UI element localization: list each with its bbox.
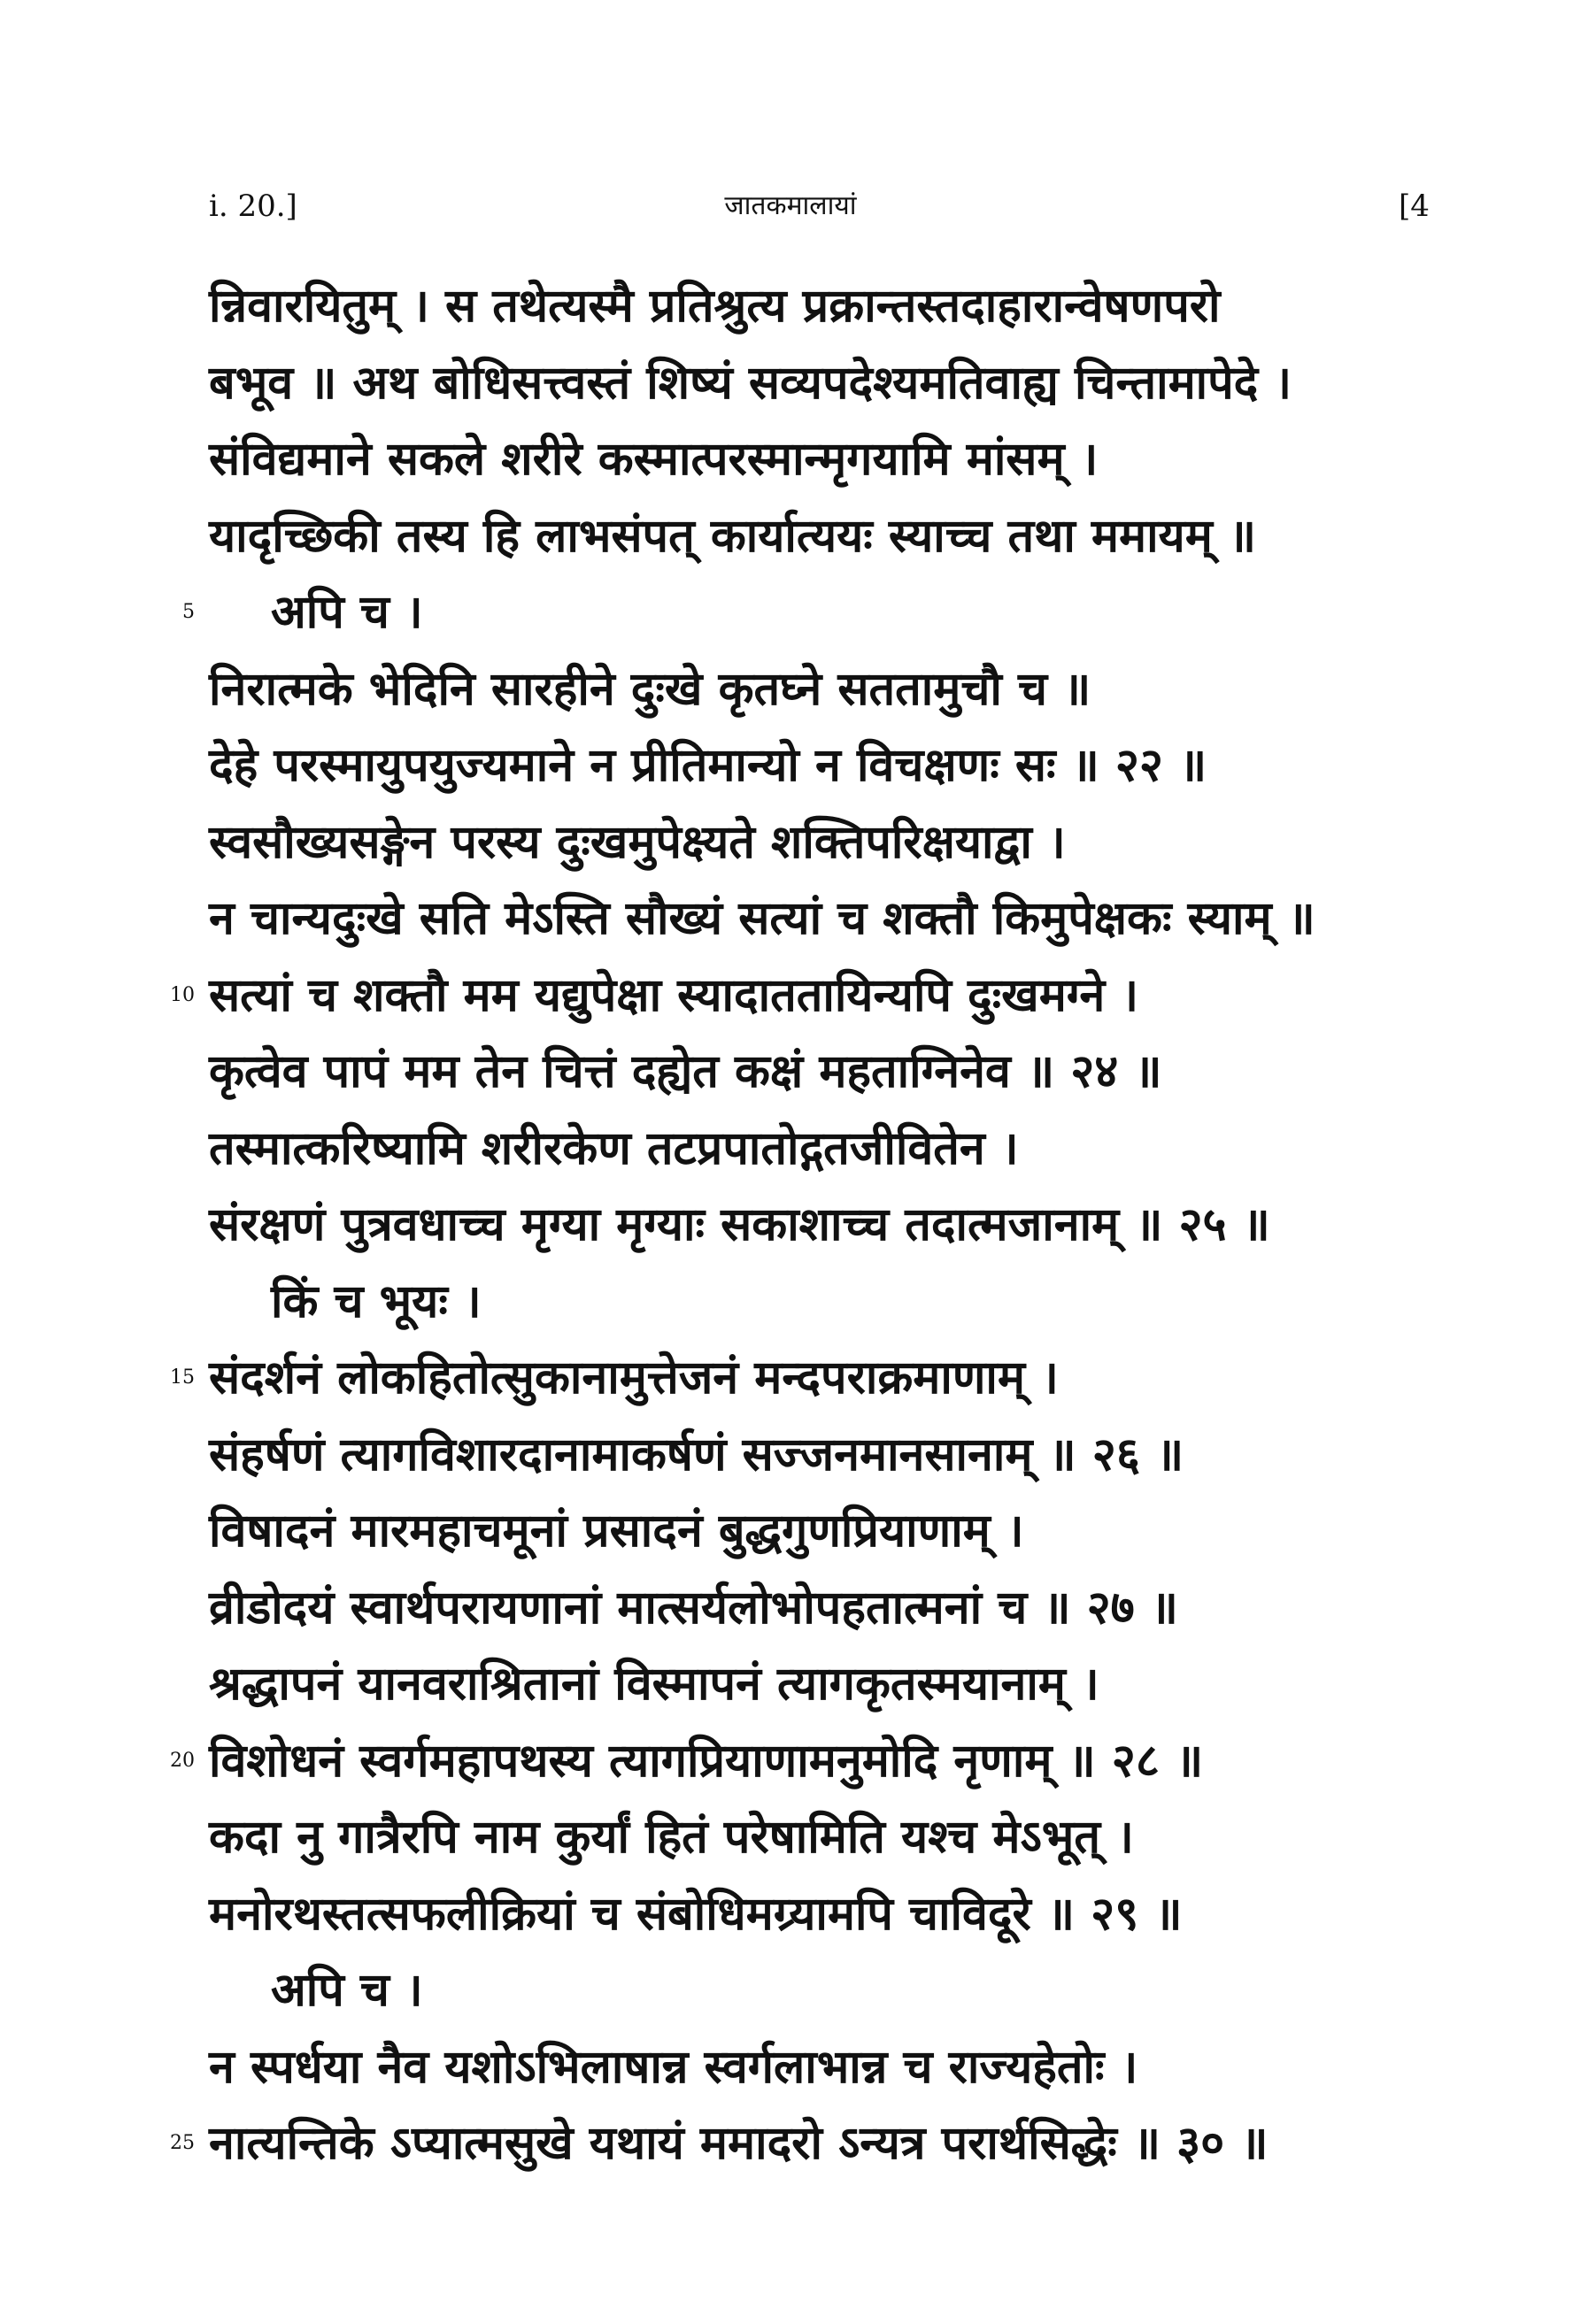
text-line (0, 883, 1581, 954)
line-text: संरक्षणं पुत्रवधाच्च मृग्या मृग्याः सकाशाच्च तदात्मजानाम् ॥ २५ ॥ (209, 1198, 1270, 1251)
header-title: जातकमालायां (724, 190, 857, 221)
header-page-number: [4 (1399, 189, 1430, 224)
line-text: मनोरथस्तत्सफलीक्रियां च संबोधिमग्र्यामपि चाविदूरे ॥ २९ ॥ (209, 1888, 1183, 1941)
line-text: संविद्यमाने सकले शरीरे कस्मात्परस्मान्मृगयामि मांसम् । (209, 433, 1099, 486)
text-line (0, 654, 1581, 725)
line-number: 15 (170, 1366, 195, 1389)
text-line (0, 2108, 1581, 2179)
text-line (0, 1573, 1581, 1643)
line-text: कृत्वेव पापं मम तेन चित्तं दह्येत कक्षं महताग्निनेव ॥ २४ ॥ (209, 1045, 1162, 1098)
line-text: नात्यन्तिके ऽप्यात्मसुखे यथायं ममादरो ऽन्यत्र परार्थसिद्धेः ॥ ३० ॥ (209, 2117, 1269, 2170)
text-line (0, 807, 1581, 878)
text-line (0, 2032, 1581, 2103)
text-line (0, 1266, 1581, 1337)
line-text: स्वसौख्यसङ्गेन परस्य दुःखमुपेक्ष्यते शक्तिपरिक्षयाद्वा । (209, 816, 1066, 869)
text-line (0, 1189, 1581, 1260)
line-text: न चान्यदुःखे सति मेऽस्ति सौख्यं सत्यां च शक्तौ किमुपेक्षकः स्याम् ॥ (209, 892, 1315, 945)
line-text: निरात्मके भेदिनि सारहीने दुःखे कृतघ्ने सततामुचौ च ॥ (209, 663, 1091, 716)
line-text: व्रीडोदयं स्वार्थपरायणानां मात्सर्यलोभोपहतात्मनां च ॥ २७ ॥ (209, 1581, 1178, 1635)
line-text: देहे परस्मायुपयुज्यमाने न प्रीतिमान्यो न विचक्षणः सः ॥ २२ ॥ (209, 739, 1207, 792)
text-line (0, 730, 1581, 801)
line-text: बभूव ॥ अथ बोधिसत्त्वस्तं शिष्यं सव्यपदेश्यमतिवाह्य चिन्तामापेदे । (209, 357, 1292, 410)
text-line (0, 271, 1581, 342)
line-text: सत्यां च शक्तौ मम यद्युपेक्षा स्यादाततायिन्यपि दुःखमग्ने । (209, 969, 1139, 1022)
text-line (0, 348, 1581, 419)
text-line (0, 1649, 1581, 1720)
line-text: किं च भूयः । (271, 1275, 482, 1328)
line-number: 25 (170, 2132, 195, 2154)
line-text: तस्मात्करिष्यामि शरीरकेण तटप्रपातोद्गतजीवितेन । (209, 1122, 1019, 1175)
line-number: 20 (170, 1750, 195, 1772)
text-line (0, 1496, 1581, 1566)
running-header (0, 184, 1581, 228)
line-text: न्निवारयितुम् । स तथेत्यस्मै प्रतिश्रुत्य प्रक्रान्तस्तदाहारान्वेषणपरो (209, 280, 1221, 333)
text-line (0, 424, 1581, 495)
text-line (0, 1343, 1581, 1413)
line-text: न स्पर्धया नैव यशोऽभिलाषान्न स्वर्गलाभान्न च राज्यहेतोः । (209, 2041, 1138, 2094)
line-text: अपि च । (271, 1964, 423, 2017)
line-number: 5 (182, 601, 195, 623)
text-line (0, 1420, 1581, 1490)
text-line (0, 1955, 1581, 2026)
text-line (0, 1879, 1581, 1950)
text-line (0, 577, 1581, 648)
line-text: विषादनं मारमहाचमूनां प्रसादनं बुद्धगुणप्रियाणाम् । (209, 1504, 1024, 1558)
line-number: 10 (170, 984, 195, 1006)
line-text: संदर्शनं लोकहितोत्सुकानामुत्तेजनं मन्दपराक्रमाणाम् । (209, 1351, 1059, 1404)
text-line (0, 501, 1581, 572)
text-line (0, 1113, 1581, 1184)
line-text: संहर्षणं त्यागविशारदानामाकर्षणं सज्जनमानसानाम् ॥ २६ ॥ (209, 1428, 1184, 1481)
line-text: विशोधनं स्वर्गमहापथस्य त्यागप्रियाणामनुमोदि नृणाम् ॥ २८ ॥ (209, 1735, 1204, 1788)
line-text: यादृच्छिकी तस्य हि लाभसंपत् कार्यात्ययः स्याच्च तथा ममायम् ॥ (209, 510, 1257, 563)
text-line (0, 1036, 1581, 1107)
text-line (0, 1726, 1581, 1797)
line-text: अपि च । (271, 586, 423, 639)
header-section-ref: i. 20.] (209, 189, 297, 224)
text-line (0, 1802, 1581, 1873)
text-line (0, 960, 1581, 1031)
line-text: कदा नु गात्रैरपि नाम कुर्यां हितं परेषामिति यश्च मेऽभूत् । (209, 1811, 1134, 1864)
line-text: श्रद्धापनं यानवराश्रितानां विस्मापनं त्यागकृतस्मयानाम् । (209, 1658, 1099, 1711)
